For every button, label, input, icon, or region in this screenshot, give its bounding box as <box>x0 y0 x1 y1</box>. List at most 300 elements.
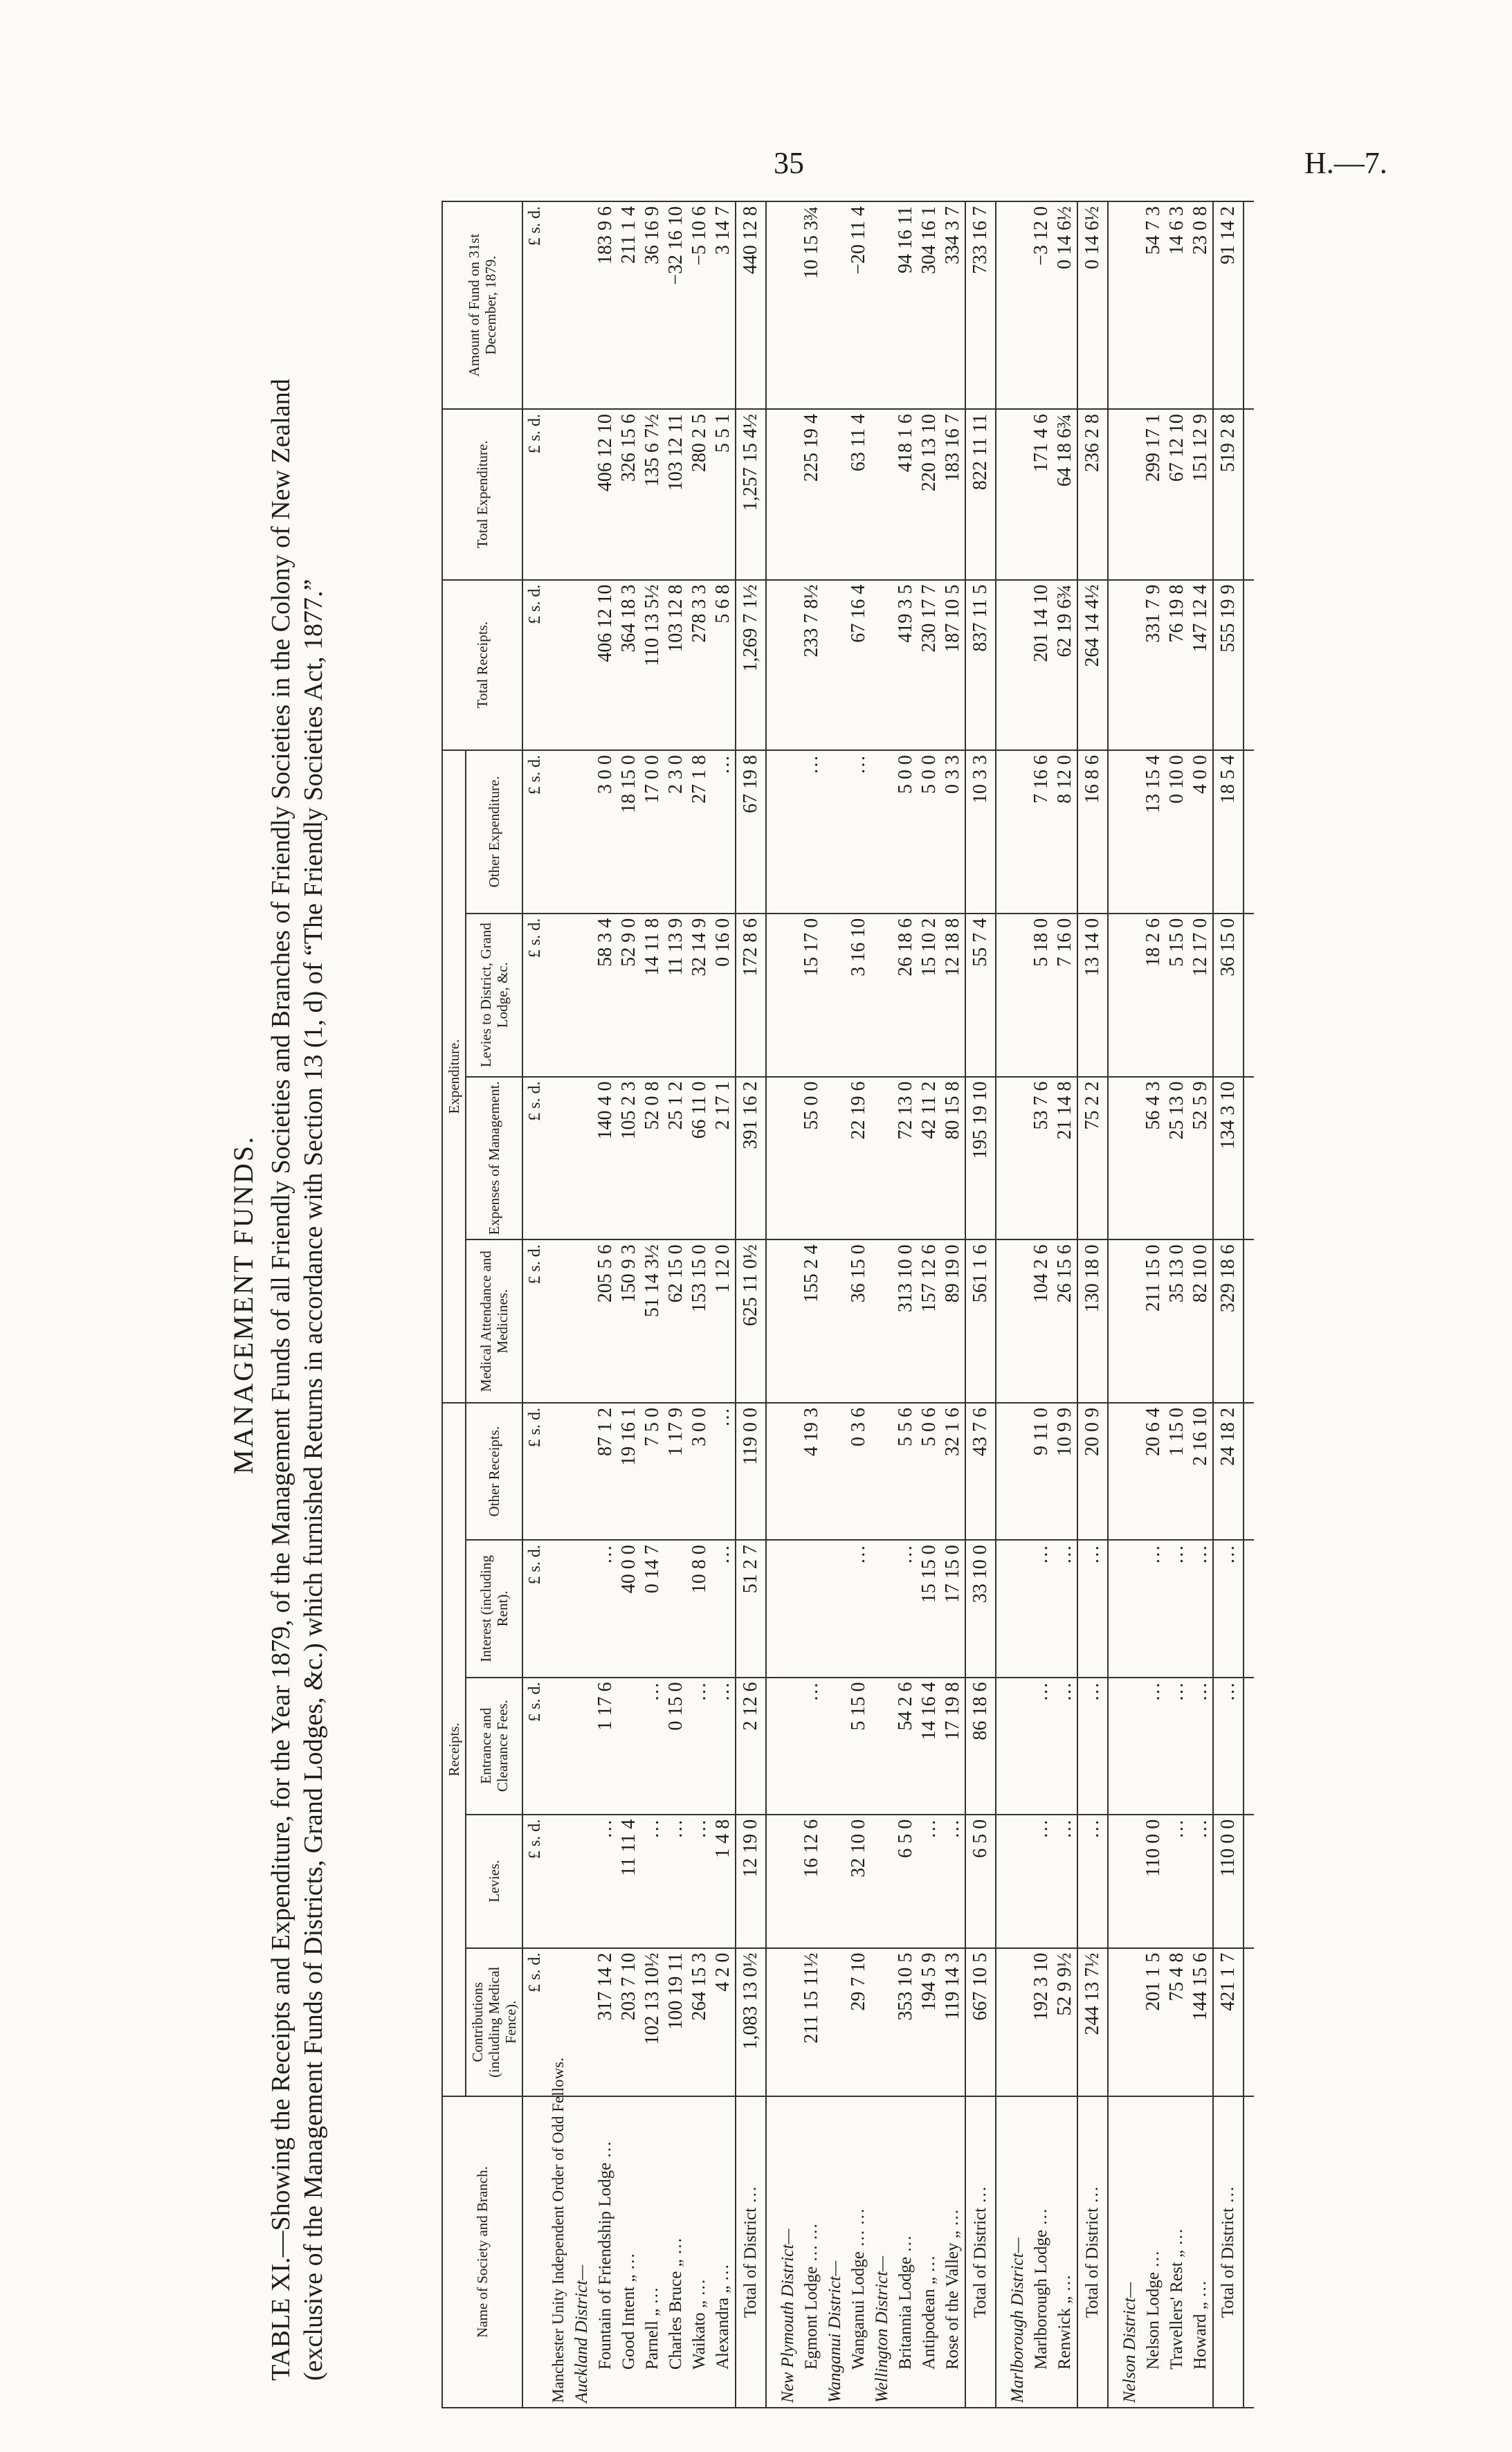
table-cell: 1,269 7 1½ <box>736 580 766 750</box>
table-cell: 5 0 0 <box>894 750 918 914</box>
table-cell <box>1118 1239 1142 1403</box>
table-cell <box>1006 1239 1030 1403</box>
row-name: Renwick „ … <box>1053 2096 1077 2408</box>
units-cell: £ s. d. <box>522 1815 547 1948</box>
table-cell: 4 19 3 <box>800 1403 823 1540</box>
table-row <box>894 201 918 2408</box>
table-cell: 119 0 0 <box>736 1403 766 1540</box>
table-cell: 20 0 9 <box>1077 1403 1108 1540</box>
table-cell <box>776 750 800 914</box>
table-cell: 418 1 6 <box>894 409 918 579</box>
table-cell: 151 12 9 <box>1189 409 1213 579</box>
header-amount-of-fund: Amount of Fund on 31st December, 1879. <box>442 201 522 409</box>
header-name: Name of Society and Branch. <box>442 2096 522 2408</box>
table-cell: 334 3 7 <box>941 201 965 409</box>
table-cell: … <box>1213 1678 1244 1815</box>
spacer-cell <box>1244 580 1254 750</box>
table-cell <box>776 1948 800 2096</box>
table-cell: 0 15 0 <box>664 1678 688 1815</box>
spacer-row <box>766 201 776 2408</box>
table-cell: 64 18 6¾ <box>1053 409 1077 579</box>
table-cell <box>871 580 894 750</box>
table-cell: 326 15 6 <box>617 409 641 579</box>
table-cell: 6 5 0 <box>965 1815 996 1948</box>
table-cell: 17 15 0 <box>941 1540 965 1677</box>
district-row <box>570 201 594 2408</box>
table-cell: … <box>1165 1678 1189 1815</box>
district-row <box>1118 201 1142 2408</box>
spacer-cell <box>1108 1948 1118 2096</box>
spacer-cell <box>1244 750 1254 914</box>
table-cell: … <box>1165 1540 1189 1677</box>
table-cell: 15 10 2 <box>918 914 941 1077</box>
table-cell: 63 11 4 <box>847 409 871 579</box>
table-cell: 105 2 3 <box>617 1077 641 1240</box>
header-other-receipts: Other Receipts. <box>466 1403 522 1540</box>
table-cell: 32 1 6 <box>941 1403 965 1540</box>
table-cell <box>823 1403 847 1540</box>
table-cell: 54 7 3 <box>1142 201 1165 409</box>
table-cell: 14 6 3 <box>1165 201 1189 409</box>
units-cell: £ s. d. <box>522 750 547 914</box>
header-interest: Interest (including Rent). <box>466 1540 522 1677</box>
table-row <box>594 201 617 2408</box>
table-cell: … <box>594 1815 617 1948</box>
row-name: Marlborough District— <box>1006 2096 1030 2408</box>
spacer-cell <box>996 580 1006 750</box>
table-cell <box>1118 1540 1142 1677</box>
table-cell: −32 16 10 <box>664 201 688 409</box>
table-cell <box>1006 914 1030 1077</box>
table-cell: 140 4 0 <box>594 1077 617 1240</box>
table-cell: 58 3 4 <box>594 914 617 1077</box>
table-cell <box>547 1815 570 1948</box>
table-cell: 10 15 3¾ <box>800 201 823 409</box>
header-total-receipts: Total Receipts. <box>442 580 522 750</box>
row-name: New Plymouth District— <box>776 2096 800 2408</box>
row-name: Alexandra „ … <box>711 2096 736 2408</box>
table-cell: … <box>1030 1540 1053 1677</box>
spacer-cell <box>1108 1815 1118 1948</box>
spacer-cell <box>1108 1678 1118 1815</box>
table-cell <box>823 1678 847 1815</box>
table-cell: 144 15 6 <box>1189 1948 1213 2096</box>
table-cell <box>547 1540 570 1677</box>
table-cell <box>1118 1815 1142 1948</box>
row-name: Britannia Lodge … <box>894 2096 918 2408</box>
table-cell <box>570 580 594 750</box>
table-cell <box>776 409 800 579</box>
table-cell: 16 8 6 <box>1077 750 1108 914</box>
table-cell: 1 17 6 <box>594 1678 617 1815</box>
table-cell: 13 15 4 <box>1142 750 1165 914</box>
row-name: Charles Bruce „ … <box>664 2096 688 2408</box>
spacer-cell <box>1108 914 1118 1077</box>
table-cell <box>800 1540 823 1677</box>
table-cell <box>871 1678 894 1815</box>
spacer-cell <box>996 1077 1006 1240</box>
table-cell: 194 5 9 <box>918 1948 941 2096</box>
header-receipts: Receipts. <box>442 1403 466 2096</box>
spacer-cell <box>1244 1540 1254 1677</box>
table-cell <box>1118 580 1142 750</box>
table-cell: 822 11 11 <box>965 409 996 579</box>
table-cell: 4 0 0 <box>1189 750 1213 914</box>
spacer-cell <box>996 1239 1006 1403</box>
spacer-cell <box>766 1678 776 1815</box>
district-row <box>823 201 847 2408</box>
table-cell: 2 12 6 <box>736 1678 766 1815</box>
table-cell: 220 13 10 <box>918 409 941 579</box>
table-cell: … <box>711 750 736 914</box>
table-cell: … <box>1053 1815 1077 1948</box>
table-cell: 103 12 11 <box>664 409 688 579</box>
table-cell <box>617 1678 641 1815</box>
table-cell: 22 19 6 <box>847 1077 871 1240</box>
table-cell: 1,257 15 4½ <box>736 409 766 579</box>
table-cell: 205 5 6 <box>594 1239 617 1403</box>
page-number: 35 <box>774 146 804 180</box>
header-medical: Medical Attendance and Medicines. <box>466 1239 522 1403</box>
table-cell: 18 2 6 <box>1142 914 1165 1077</box>
table-cell: 32 10 0 <box>847 1815 871 1948</box>
table-cell <box>776 1403 800 1540</box>
table-cell <box>823 1077 847 1240</box>
table-cell: 80 15 8 <box>941 1077 965 1240</box>
table-cell: 26 18 6 <box>894 914 918 1077</box>
row-name: Antipodean „ … <box>918 2096 941 2408</box>
table-cell: 1 4 8 <box>711 1815 736 1948</box>
spacer-cell <box>1108 580 1118 750</box>
table-cell: 100 19 11 <box>664 1948 688 2096</box>
table-cell <box>570 1403 594 1540</box>
table-cell <box>570 914 594 1077</box>
row-name: Nelson Lodge … <box>1142 2096 1165 2408</box>
row-name: Parnell „ … <box>641 2096 664 2408</box>
table-cell: 11 11 4 <box>617 1815 641 1948</box>
table-cell: … <box>847 1540 871 1677</box>
table-cell <box>823 409 847 579</box>
table-cell: 18 15 0 <box>617 750 641 914</box>
table-cell: 87 1 2 <box>594 1403 617 1540</box>
table-cell: 1 12 0 <box>711 1239 736 1403</box>
table-cell: 23 0 8 <box>1189 201 1213 409</box>
spacer-cell <box>1244 1815 1254 1948</box>
table-cell <box>871 201 894 409</box>
spacer-cell <box>766 750 776 914</box>
table-cell <box>823 1948 847 2096</box>
table-cell: 1,083 13 0½ <box>736 1948 766 2096</box>
table-cell: … <box>1053 1540 1077 1677</box>
table-cell <box>1118 1077 1142 1240</box>
table-cell: 8 12 0 <box>1053 750 1077 914</box>
table-cell: 406 12 10 <box>594 580 617 750</box>
row-name: Total of District … <box>736 2096 766 2408</box>
header-contributions: Contributions (including Medical Fence). <box>466 1948 522 2096</box>
table-cell: … <box>918 1815 941 1948</box>
table-cell: 33 10 0 <box>965 1540 996 1677</box>
table-cell: 264 14 4½ <box>1077 580 1108 750</box>
table-cell: 86 18 6 <box>965 1678 996 1815</box>
table-cell: … <box>641 1815 664 1948</box>
spacer-cell <box>1108 1540 1118 1677</box>
spacer-cell <box>1244 1239 1254 1403</box>
table-cell: 329 18 6 <box>1213 1239 1244 1403</box>
table-cell <box>776 1540 800 1677</box>
table-cell: 75 4 8 <box>1165 1948 1189 2096</box>
spacer-cell <box>766 1815 776 1948</box>
table-cell: 62 19 6¾ <box>1053 580 1077 750</box>
spacer-cell <box>766 1239 776 1403</box>
table-cell: 21 14 8 <box>1053 1077 1077 1240</box>
table-cell: 5 6 8 <box>711 580 736 750</box>
table-cell: 837 11 5 <box>965 580 996 750</box>
table-cell: −20 11 4 <box>847 201 871 409</box>
table-cell: 211 15 0 <box>1142 1239 1165 1403</box>
table-cell: 0 10 0 <box>1165 750 1189 914</box>
row-name: Total of District … <box>965 2096 996 2408</box>
table-row <box>711 201 736 2408</box>
table-row <box>688 201 711 2408</box>
table-cell: 187 10 5 <box>941 580 965 750</box>
table-cell <box>871 1239 894 1403</box>
table-row <box>641 201 664 2408</box>
table-cell: 0 3 6 <box>847 1403 871 1540</box>
row-name: Wellington District— <box>871 2096 894 2408</box>
table-cell: 733 16 7 <box>965 201 996 409</box>
table-cell: … <box>1142 1678 1165 1815</box>
table-cell: 103 12 8 <box>664 580 688 750</box>
table-cell: 0 14 7 <box>641 1540 664 1677</box>
table-cell: … <box>800 1678 823 1815</box>
table-cell <box>1118 1948 1142 2096</box>
table-cell <box>776 1815 800 1948</box>
header-entrance-fees: Entrance and Clearance Fees. <box>466 1678 522 1815</box>
table-cell <box>570 201 594 409</box>
spacer-cell <box>996 914 1006 1077</box>
table-cell: 3 14 7 <box>711 201 736 409</box>
row-name: Marlborough Lodge … <box>1030 2096 1053 2408</box>
units-blank-cell <box>522 2096 547 2408</box>
caption <box>227 201 441 2408</box>
management-funds-table <box>441 201 1254 2408</box>
table-cell: 51 14 3½ <box>641 1239 664 1403</box>
table-cell <box>547 201 570 409</box>
table-cell: 278 3 3 <box>688 580 711 750</box>
table-cell: 11 13 9 <box>664 914 688 1077</box>
spacer-cell <box>996 1403 1006 1540</box>
table-cell: 29 7 10 <box>847 1948 871 2096</box>
table-cell: 0 14 6½ <box>1077 201 1108 409</box>
table-cell: 42 11 2 <box>918 1077 941 1240</box>
table-cell: 25 13 0 <box>1165 1077 1189 1240</box>
table-cell: 53 7 6 <box>1030 1077 1053 1240</box>
table-cell: 110 0 0 <box>1142 1815 1165 1948</box>
table-cell: … <box>847 750 871 914</box>
table-row <box>1030 201 1053 2408</box>
table-cell: 6 5 0 <box>894 1815 918 1948</box>
table-cell <box>1006 201 1030 409</box>
district-row <box>1006 201 1030 2408</box>
header-levies-to-district: Levies to District, Grand Lodge, &c. <box>466 914 522 1077</box>
spacer-cell <box>1244 1077 1254 1240</box>
table-cell: … <box>641 1678 664 1815</box>
table-cell: 134 3 10 <box>1213 1077 1244 1240</box>
spacer-cell <box>766 914 776 1077</box>
table-cell: … <box>1189 1678 1213 1815</box>
table-cell: 4 2 0 <box>711 1948 736 2096</box>
table-row <box>918 201 941 2408</box>
table-cell: 55 0 0 <box>800 1077 823 1240</box>
table-cell: 353 10 5 <box>894 1948 918 2096</box>
table-cell: 20 6 4 <box>1142 1403 1165 1540</box>
spacer-cell <box>1108 1077 1118 1240</box>
table-cell: 183 9 6 <box>594 201 617 409</box>
table-cell: … <box>1077 1540 1108 1677</box>
table-cell: … <box>711 1540 736 1677</box>
table-cell <box>823 1540 847 1677</box>
table-cell: … <box>1142 1540 1165 1677</box>
table-cell <box>570 1815 594 1948</box>
table-cell: 130 18 0 <box>1077 1239 1108 1403</box>
table-cell <box>1118 750 1142 914</box>
spacer-cell <box>1244 1948 1254 2096</box>
spacer-cell <box>766 580 776 750</box>
table-cell: 91 14 2 <box>1213 201 1244 409</box>
table-cell: 110 0 0 <box>1213 1815 1244 1948</box>
units-cell: £ s. d. <box>522 1077 547 1240</box>
table-cell: 135 6 7½ <box>641 409 664 579</box>
table-cell <box>1006 1077 1030 1240</box>
table-cell <box>1118 914 1142 1077</box>
table-cell <box>871 1815 894 1948</box>
units-cell: £ s. d. <box>522 1948 547 2096</box>
table-cell: 201 1 5 <box>1142 1948 1165 2096</box>
table-cell: 233 7 8½ <box>800 580 823 750</box>
table-cell: 331 7 9 <box>1142 580 1165 750</box>
total-row <box>1077 201 1108 2408</box>
table-cell <box>871 1540 894 1677</box>
table-cell <box>823 914 847 1077</box>
table-cell <box>547 1077 570 1240</box>
table-cell: 67 19 8 <box>736 750 766 914</box>
table-cell: 66 11 0 <box>688 1077 711 1240</box>
header-total-expenditure: Total Expenditure. <box>442 409 522 579</box>
table-cell: 52 0 8 <box>641 1077 664 1240</box>
table-cell <box>570 1540 594 1677</box>
table-cell: 3 0 0 <box>688 1403 711 1540</box>
table-cell: 1 17 9 <box>664 1403 688 1540</box>
order-row <box>547 201 570 2408</box>
table-cell: 15 15 0 <box>918 1540 941 1677</box>
table-cell: 24 18 2 <box>1213 1403 1244 1540</box>
spacer-cell <box>766 1077 776 1240</box>
table-cell <box>547 750 570 914</box>
table-cell: 211 1 4 <box>617 201 641 409</box>
table-cell <box>871 1948 894 2096</box>
spacer-row <box>1108 201 1118 2408</box>
table-cell: 13 14 0 <box>1077 914 1108 1077</box>
table-row <box>664 201 688 2408</box>
spacer-cell <box>1244 1678 1254 1815</box>
table-cell: 419 3 5 <box>894 580 918 750</box>
table-cell: 10 8 0 <box>688 1540 711 1677</box>
spacer-cell <box>996 1678 1006 1815</box>
table-cell: 5 0 6 <box>918 1403 941 1540</box>
table-cell: 17 0 0 <box>641 750 664 914</box>
table-cell: 26 15 6 <box>1053 1239 1077 1403</box>
district-row <box>776 201 800 2408</box>
table-row <box>800 201 823 2408</box>
table-cell: 203 7 10 <box>617 1948 641 2096</box>
row-name: Wanganui District— <box>823 2096 847 2408</box>
table-cell: 155 2 4 <box>800 1239 823 1403</box>
table-cell: 12 17 0 <box>1189 914 1213 1077</box>
table-cell: 52 9 0 <box>617 914 641 1077</box>
table-cell: 35 13 0 <box>1165 1239 1189 1403</box>
table-cell: 3 16 10 <box>847 914 871 1077</box>
table-description: TABLE XI.—Showing the Receipts and Expenditure, for the Year 1879, of the Management Funds of all Friendly Societies and Branches of Friendly Societies in the Colony of New Zealand (exclusive of the Management Funds of Districts, Grand Lodges, &c.) which furnished Returns in accordance with Section 13 (1, d) of “The Friendly Societies Act, 1877.” <box>266 379 328 2381</box>
table-cell: 157 12 6 <box>918 1239 941 1403</box>
table-cell: 102 13 10½ <box>641 1948 664 2096</box>
table-cell: 36 15 0 <box>1213 914 1244 1077</box>
spacer-cell <box>1108 750 1118 914</box>
table-cell: 0 3 3 <box>941 750 965 914</box>
units-cell: £ s. d. <box>522 914 547 1077</box>
spacer-cell <box>1244 914 1254 1077</box>
table-cell: 147 12 4 <box>1189 580 1213 750</box>
spacer-cell <box>1108 1403 1118 1540</box>
spacer-cell <box>766 201 776 409</box>
table-cell: … <box>1030 1678 1053 1815</box>
table-cell: 36 16 9 <box>641 201 664 409</box>
table-cell: 264 15 3 <box>688 1948 711 2096</box>
table-cell: 195 19 10 <box>965 1077 996 1240</box>
table-cell: 5 5 6 <box>894 1403 918 1540</box>
table-cell: 7 5 0 <box>641 1403 664 1540</box>
spacer-cell <box>1108 2096 1118 2408</box>
table-row <box>1142 201 1165 2408</box>
table-cell <box>776 201 800 409</box>
table-cell: 172 8 6 <box>736 914 766 1077</box>
table-cell: 421 1 7 <box>1213 1948 1244 2096</box>
units-cell: £ s. d. <box>522 1540 547 1677</box>
table-cell <box>776 914 800 1077</box>
table-cell: 52 9 9½ <box>1053 1948 1077 2096</box>
spacer-cell <box>766 1403 776 1540</box>
table-cell: … <box>941 1815 965 1948</box>
table-cell: … <box>1213 1540 1244 1677</box>
spacer-cell <box>766 1948 776 2096</box>
table-cell: 317 14 2 <box>594 1948 617 2096</box>
table-cell <box>1118 409 1142 579</box>
table-cell: 192 3 10 <box>1030 1948 1053 2096</box>
table-cell: 14 16 4 <box>918 1678 941 1815</box>
table-cell <box>570 1948 594 2096</box>
table-cell <box>547 1403 570 1540</box>
table-cell <box>1006 409 1030 579</box>
table-cell: 52 5 9 <box>1189 1077 1213 1240</box>
table-title: MANAGEMENT FUNDS. <box>228 1134 259 1475</box>
table-cell: 67 12 10 <box>1165 409 1189 579</box>
table-cell: 14 11 8 <box>641 914 664 1077</box>
units-cell: £ s. d. <box>522 409 547 579</box>
table-cell <box>823 1239 847 1403</box>
spacer-cell <box>1244 2096 1254 2408</box>
table-cell: 230 17 7 <box>918 580 941 750</box>
table-cell <box>823 750 847 914</box>
spacer-cell <box>1244 409 1254 579</box>
